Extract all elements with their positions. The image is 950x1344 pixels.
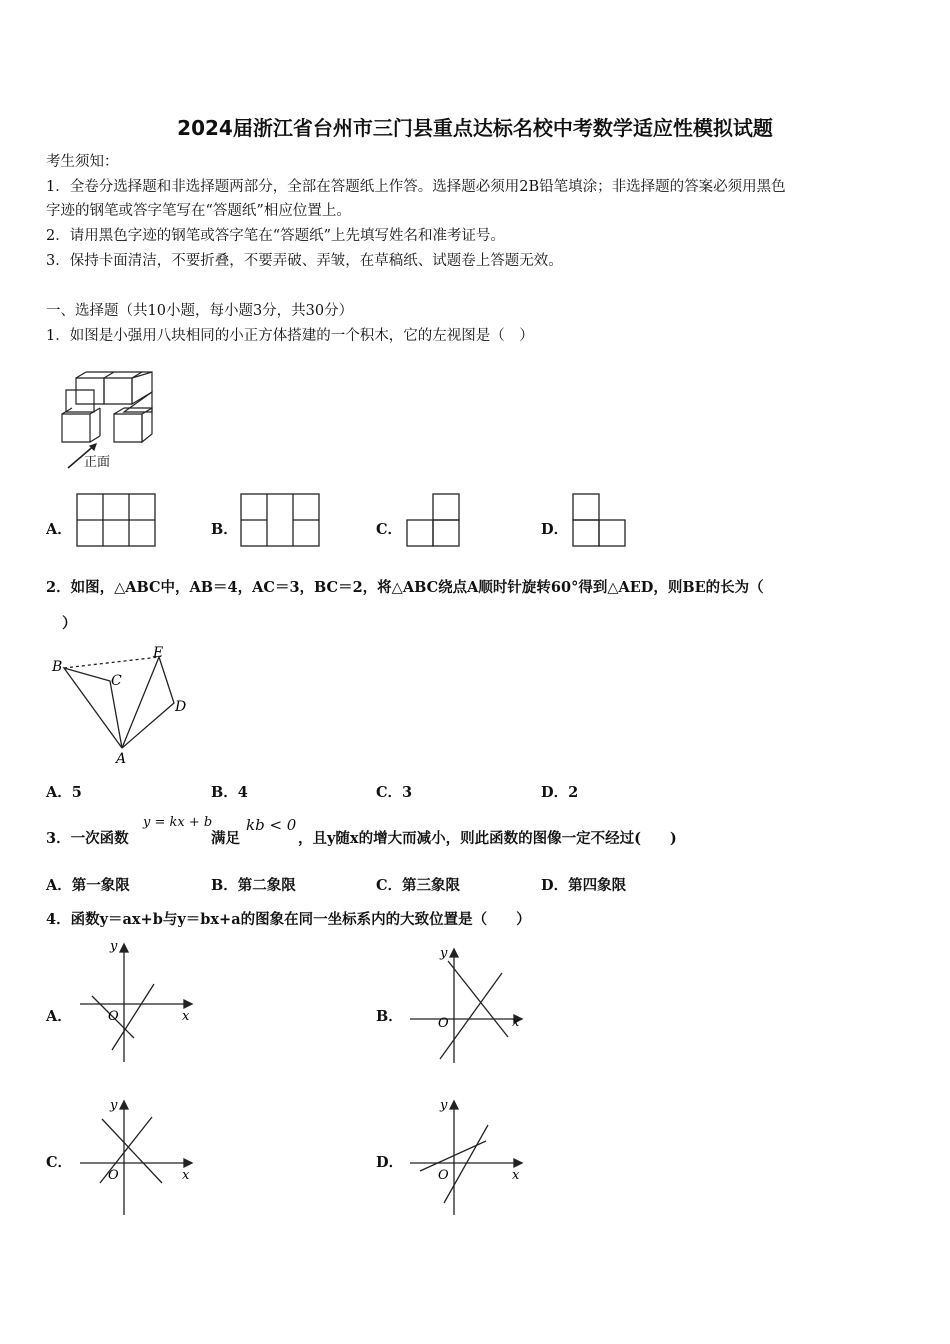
q4-b-axis-y: y <box>440 946 448 961</box>
q4-d-axis-y: y <box>440 1098 448 1113</box>
q1-option-d-label[interactable]: D． <box>541 521 569 538</box>
q2-label-c: C <box>111 673 122 689</box>
q2-option-c[interactable]: C．3 <box>376 784 413 801</box>
q4-option-a-label[interactable]: A． <box>46 1008 72 1025</box>
q4-option-c-label[interactable]: C． <box>46 1154 73 1171</box>
q4-option-c-graph[interactable] <box>72 1095 196 1219</box>
q4-option-d-graph[interactable] <box>402 1095 526 1219</box>
q2-label-a: A <box>116 751 127 767</box>
q3-condition: kb < 0 <box>246 816 297 834</box>
q4-d-origin: O <box>438 1168 449 1183</box>
section-heading: 一、选择题（共10小题，每小题3分，共30分） <box>46 303 354 319</box>
q3-stem-part1: 3．一次函数 <box>46 830 129 847</box>
q3-formula: y = kx + b <box>143 815 213 830</box>
q2-label-d: D <box>175 699 187 715</box>
q4-stem: 4．函数y＝ax+b与y＝bx+a的图象在同一坐标系内的大致位置是（ ） <box>46 911 531 928</box>
q1-option-a-label[interactable]: A． <box>46 521 72 538</box>
q4-b-origin: O <box>438 1016 449 1031</box>
q4-option-d-label[interactable]: D． <box>376 1154 404 1171</box>
q1-option-a-figure[interactable] <box>76 493 156 547</box>
notice-heading: 考生须知： <box>46 154 119 170</box>
q4-option-b-graph[interactable] <box>402 943 526 1067</box>
q3-stem-part3: ，且y随x的增大而减小，则此函数的图像一定不经过( ) <box>298 830 677 847</box>
q2-stem-end: ） <box>62 615 77 632</box>
q1-front-label: 正面 <box>84 455 111 470</box>
q4-c-axis-y: y <box>110 1098 118 1113</box>
q2-label-e: E <box>153 645 164 661</box>
q4-a-axis-x: x <box>182 1009 190 1024</box>
page-title: 2024届浙江省台州市三门县重点达标名校中考数学适应性模拟试题 <box>177 116 773 140</box>
q4-c-axis-x: x <box>182 1168 190 1183</box>
q1-stem: 1．如图是小强用八块相同的小正方体搭建的一个积木，它的左视图是（ ） <box>46 328 534 344</box>
q4-option-b-label[interactable]: B． <box>376 1008 403 1025</box>
q4-c-origin: O <box>108 1168 119 1183</box>
q3-option-d[interactable]: D．第四象限 <box>541 877 627 894</box>
q4-a-axis-y: y <box>110 939 118 954</box>
q3-option-b[interactable]: B．第二象限 <box>211 877 296 894</box>
q2-stem: 2．如图，△ABC中，AB＝4，AC＝3，BC＝2，将△ABC绕点A顺时针旋转60°得到△AED，则BE的长为（ <box>46 579 764 596</box>
notice-item-1-cont: 字迹的钢笔或答字笔写在“答题纸”相应位置上。 <box>46 203 351 219</box>
q1-option-b-figure[interactable] <box>240 493 320 547</box>
notice-item-1: 1．全卷分选择题和非选择题两部分，全部在答题纸上作答。选择题必须用2B铅笔填涂；非选择题的答案必须用黑色 <box>46 179 786 195</box>
q4-a-origin: O <box>108 1009 119 1024</box>
q2-option-b[interactable]: B．4 <box>211 784 248 801</box>
q3-stem-part2: 满足 <box>211 830 240 847</box>
q1-option-b-label[interactable]: B． <box>211 521 238 538</box>
q3-option-a[interactable]: A．第一象限 <box>46 877 130 894</box>
q4-b-axis-x: x <box>512 1015 520 1030</box>
q1-cube-figure <box>52 368 172 472</box>
q2-triangle-figure <box>44 645 192 769</box>
q1-option-c-label[interactable]: C． <box>376 521 403 538</box>
q2-option-a[interactable]: A．5 <box>46 784 82 801</box>
q1-option-c-figure[interactable] <box>406 493 462 547</box>
q4-option-a-graph[interactable] <box>72 938 196 1066</box>
notice-item-2: 2．请用黑色字迹的钢笔或答字笔在“答题纸”上先填写姓名和准考证号。 <box>46 228 506 244</box>
q2-label-b: B <box>52 659 63 675</box>
notice-item-3: 3．保持卡面清洁，不要折叠，不要弄破、弄皱，在草稿纸、试题卷上答题无效。 <box>46 253 563 269</box>
q2-option-d[interactable]: D．2 <box>541 784 579 801</box>
q3-option-c[interactable]: C．第三象限 <box>376 877 461 894</box>
q1-option-d-figure[interactable] <box>572 493 628 547</box>
q4-d-axis-x: x <box>512 1168 520 1183</box>
